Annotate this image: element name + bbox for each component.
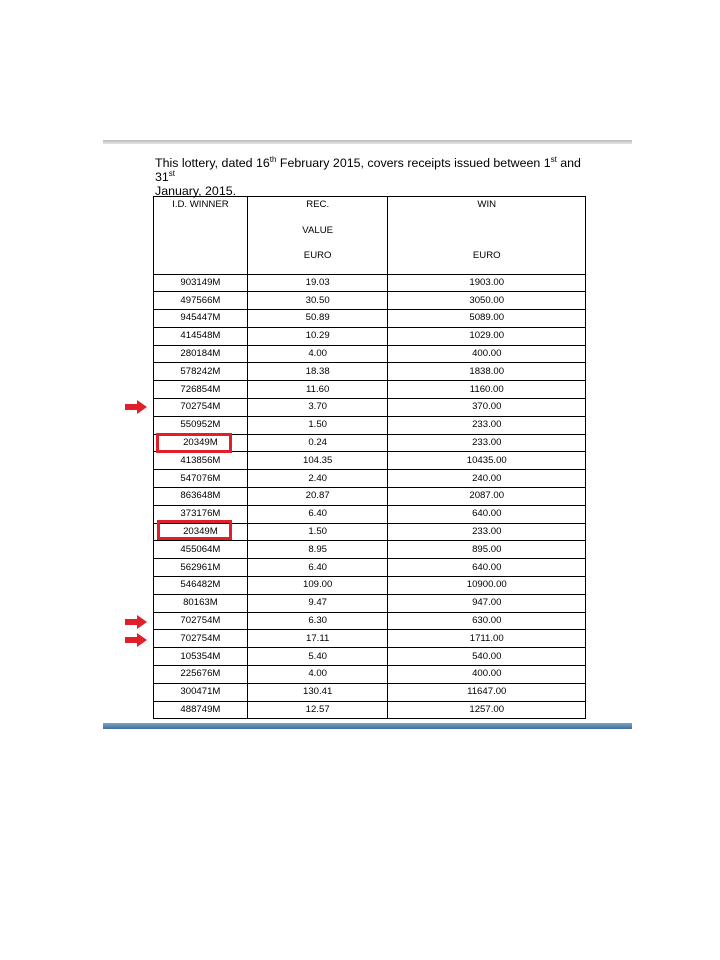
- cell-win: 2087.00: [388, 488, 586, 506]
- cell-rec-value: 1.50: [247, 416, 388, 434]
- cell-rec-value: 6.40: [247, 559, 388, 577]
- cell-rec-value: 18.38: [247, 363, 388, 381]
- cell-rec-value: 30.50: [247, 292, 388, 310]
- intro-text: This lottery, dated 16th February 2015, covers receipts issued between 1st and 31st January, 2015.: [155, 155, 581, 198]
- cell-win: 233.00: [388, 523, 586, 541]
- cell-rec-value: 2.40: [247, 470, 388, 488]
- cell-rec-value: 8.95: [247, 541, 388, 559]
- table-row: [154, 577, 586, 595]
- cell-id: 20349M: [154, 434, 248, 452]
- table-row: [154, 416, 586, 434]
- table-row: [154, 399, 586, 417]
- cell-id: 373176M: [154, 505, 248, 523]
- cell-id: 562961M: [154, 559, 248, 577]
- cell-id: 547076M: [154, 470, 248, 488]
- cell-rec-value: 4.00: [247, 666, 388, 684]
- cell-id: 497566M: [154, 292, 248, 310]
- cell-id: 105354M: [154, 648, 248, 666]
- cell-rec-value: 19.03: [247, 274, 388, 292]
- highlight-box: [156, 433, 232, 453]
- cell-rec-value: 20.87: [247, 488, 388, 506]
- lottery-results-table: [153, 196, 586, 719]
- table-row: [154, 274, 586, 292]
- cell-id: 578242M: [154, 363, 248, 381]
- cell-win: 10900.00: [388, 577, 586, 595]
- cell-rec-value: 11.60: [247, 381, 388, 399]
- cell-rec-value: 50.89: [247, 310, 388, 328]
- table-row: [154, 488, 586, 506]
- cell-rec-value: 6.30: [247, 612, 388, 630]
- cell-rec-value: 0.24: [247, 434, 388, 452]
- cell-id: 702754M: [154, 399, 248, 417]
- cell-win: 3050.00: [388, 292, 586, 310]
- cell-rec-value: 10.29: [247, 327, 388, 345]
- cell-rec-value: 104.35: [247, 452, 388, 470]
- cell-rec-value: 5.40: [247, 648, 388, 666]
- cell-win: 1160.00: [388, 381, 586, 399]
- cell-id: 863648M: [154, 488, 248, 506]
- cell-id: 702754M: [154, 612, 248, 630]
- cell-rec-value: 6.40: [247, 505, 388, 523]
- red-arrow-icon: [125, 633, 147, 647]
- cell-rec-value: 4.00: [247, 345, 388, 363]
- cell-win: 5089.00: [388, 310, 586, 328]
- cell-id: 726854M: [154, 381, 248, 399]
- document-bottom-bar: [103, 723, 632, 729]
- table-row: [154, 666, 586, 684]
- cell-win: 1029.00: [388, 327, 586, 345]
- cell-id: 225676M: [154, 666, 248, 684]
- cell-id: 413856M: [154, 452, 248, 470]
- cell-id: 488749M: [154, 701, 248, 719]
- header-rec-value: REC. VALUE EURO: [247, 197, 388, 275]
- cell-win: 1257.00: [388, 701, 586, 719]
- cell-win: 640.00: [388, 559, 586, 577]
- table-row: [154, 630, 586, 648]
- table-row: [154, 327, 586, 345]
- cell-win: 233.00: [388, 434, 586, 452]
- table-header-row: [154, 197, 586, 275]
- cell-win: 400.00: [388, 345, 586, 363]
- table-row: [154, 345, 586, 363]
- cell-id: 20349M: [154, 523, 248, 541]
- cell-rec-value: 12.57: [247, 701, 388, 719]
- table-row: [154, 363, 586, 381]
- cell-win: 1838.00: [388, 363, 586, 381]
- cell-id: 550952M: [154, 416, 248, 434]
- cell-rec-value: 3.70: [247, 399, 388, 417]
- cell-win: 540.00: [388, 648, 586, 666]
- cell-rec-value: 109.00: [247, 577, 388, 595]
- header-win: WIN EURO: [388, 197, 586, 275]
- cell-win: 10435.00: [388, 452, 586, 470]
- document-top-border: [103, 140, 632, 144]
- cell-win: 895.00: [388, 541, 586, 559]
- cell-rec-value: 17.11: [247, 630, 388, 648]
- red-arrow-icon: [125, 615, 147, 629]
- cell-win: 1711.00: [388, 630, 586, 648]
- highlight-box: [157, 520, 232, 540]
- cell-rec-value: 130.41: [247, 683, 388, 701]
- cell-win: 11647.00: [388, 683, 586, 701]
- table-row: [154, 594, 586, 612]
- table-row: [154, 648, 586, 666]
- table-row: [154, 541, 586, 559]
- table-row: [154, 612, 586, 630]
- cell-id: 455064M: [154, 541, 248, 559]
- table-row: [154, 381, 586, 399]
- cell-win: 947.00: [388, 594, 586, 612]
- red-arrow-icon: [125, 400, 147, 414]
- cell-win: 1903.00: [388, 274, 586, 292]
- cell-id: 80163M: [154, 594, 248, 612]
- cell-win: 370.00: [388, 399, 586, 417]
- table-row: [154, 559, 586, 577]
- cell-win: 640.00: [388, 505, 586, 523]
- table-row: [154, 683, 586, 701]
- table-row: [154, 701, 586, 719]
- table-row: [154, 452, 586, 470]
- header-id-winner: I.D. WINNER: [154, 197, 248, 275]
- cell-rec-value: 9.47: [247, 594, 388, 612]
- cell-win: 400.00: [388, 666, 586, 684]
- cell-id: 280184M: [154, 345, 248, 363]
- cell-id: 945447M: [154, 310, 248, 328]
- cell-id: 414548M: [154, 327, 248, 345]
- cell-rec-value: 1.50: [247, 523, 388, 541]
- table-row: [154, 310, 586, 328]
- table-row: [154, 292, 586, 310]
- cell-id: 300471M: [154, 683, 248, 701]
- cell-id: 903149M: [154, 274, 248, 292]
- cell-id: 546482M: [154, 577, 248, 595]
- cell-win: 630.00: [388, 612, 586, 630]
- cell-id: 702754M: [154, 630, 248, 648]
- cell-win: 233.00: [388, 416, 586, 434]
- table-row: [154, 470, 586, 488]
- cell-win: 240.00: [388, 470, 586, 488]
